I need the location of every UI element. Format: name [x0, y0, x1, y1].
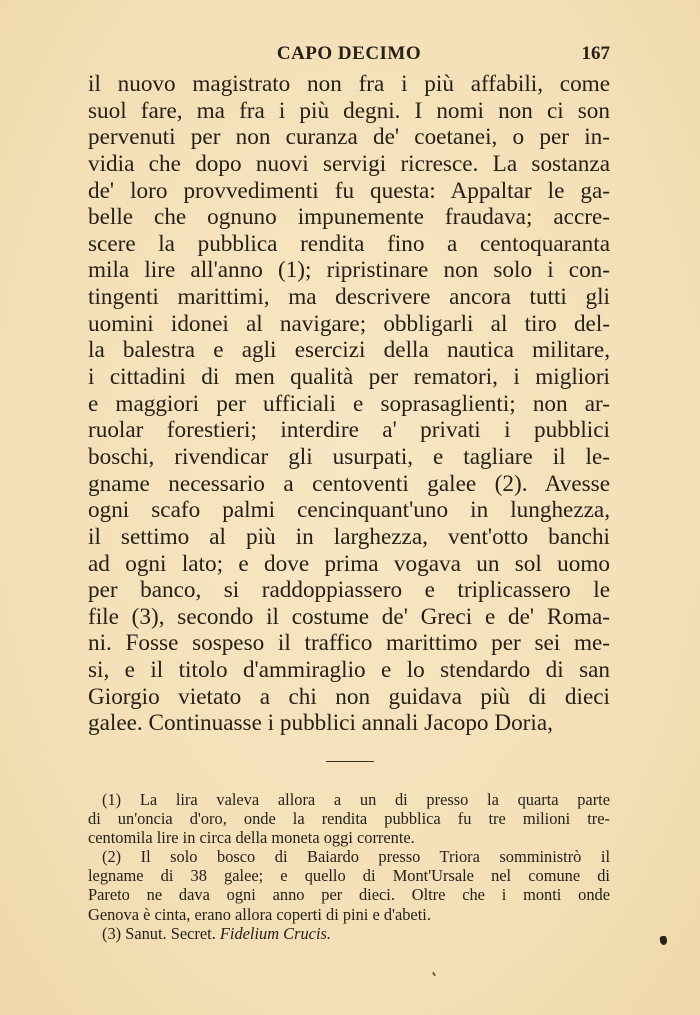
text-line: si, e il titolo d'ammiraglio e lo stendardo di san	[88, 657, 610, 684]
text-line: file (3), secondo il costume de' Greci e de' Roma-	[88, 603, 610, 630]
running-title: CAPO DECIMO	[276, 43, 422, 64]
ink-speck	[432, 972, 436, 976]
footnote-line: (1) La lira valeva allora a un di presso la quarta parte	[102, 790, 610, 809]
text-line: la balestra e agli esercizi della nautica militare,	[88, 337, 610, 364]
cited-work-title: Fidelium Crucis.	[219, 923, 331, 943]
footnote-line: (2) Il solo bosco di Baiardo presso Triora somministrò il	[102, 847, 610, 867]
text-line: il settimo al più in larghezza, vent'otto banchi	[88, 523, 610, 550]
text-line: scere la pubblica rendita fino a centoquaranta	[88, 230, 610, 257]
footnote-line: Genova è cinta, erano allora coperti di pini e d'abeti.	[88, 904, 431, 924]
text-line: boschi, rivendicar gli usurpati, e tagliare il le-	[88, 443, 610, 470]
text-line: ogni scafo palmi cencinquant'uno in lunghezza,	[88, 497, 610, 524]
text-line: mila lire all'anno (1); ripristinare non solo i con-	[88, 257, 610, 284]
footnote-line: legname di 38 galee; e quello di Mont'Ursale nel comune di	[88, 866, 610, 886]
ink-blot	[659, 935, 667, 945]
text-line: uomini idonei al navigare; obbligarli al tiro del-	[88, 310, 610, 337]
footnotes	[88, 790, 610, 943]
text-line: galee. Continuasse i pubblici annali Jacopo Doria,	[88, 710, 553, 737]
text-line: vidia che dopo nuovi servigi ricresce. La sostanza	[88, 150, 610, 177]
page-number: 167	[581, 43, 610, 64]
text-line: Giorgio vietato a chi non guidava più di dieci	[88, 683, 610, 710]
footnote-line: di un'oncia d'oro, onde la rendita pubblica fu tre milioni tre-	[88, 809, 610, 829]
text-line: belle che ognuno impunemente fraudava; accre-	[88, 204, 610, 231]
text-line: e maggiori per ufficiali e soprasaglienti; non ar-	[88, 390, 610, 417]
page-header	[88, 40, 610, 68]
text-line: de' loro provvedimenti fu questa: Appaltar le ga-	[88, 177, 610, 204]
text-line: gname necessario a centoventi galee (2). Avesse	[88, 470, 610, 497]
text-line: suol fare, ma fra i più degni. I nomi non ci son	[88, 97, 610, 124]
footnote-line: Pareto ne dava ogni anno per dieci. Oltre che i monti onde	[88, 885, 610, 905]
footnote-line: centomila lire in circa della moneta oggi corrente.	[88, 828, 415, 848]
text-line: per banco, si raddoppiassero e triplicassero le	[88, 577, 610, 604]
text-line: ad ogni lato; e dove prima vogava un sol uomo	[88, 550, 610, 577]
text-line: ni. Fosse sospeso il traffico marittimo per sei me-	[88, 630, 610, 657]
footnote-line: (3) Sanut. Secret. Fidelium Crucis.	[102, 923, 331, 943]
text-line: pervenuti per non curanza de' coetanei, o per in-	[88, 124, 610, 151]
text-line: tingenti marittimi, ma descrivere ancora tutti gli	[88, 284, 610, 311]
text-line: ruolar forestieri; interdire a' privati i pubblici	[88, 417, 610, 444]
main-text	[88, 71, 610, 737]
footnote-separator	[326, 761, 374, 762]
text-line: i cittadini di men qualità per rematori, i migliori	[88, 364, 610, 391]
text-line: il nuovo magistrato non fra i più affabili, come	[88, 71, 610, 97]
